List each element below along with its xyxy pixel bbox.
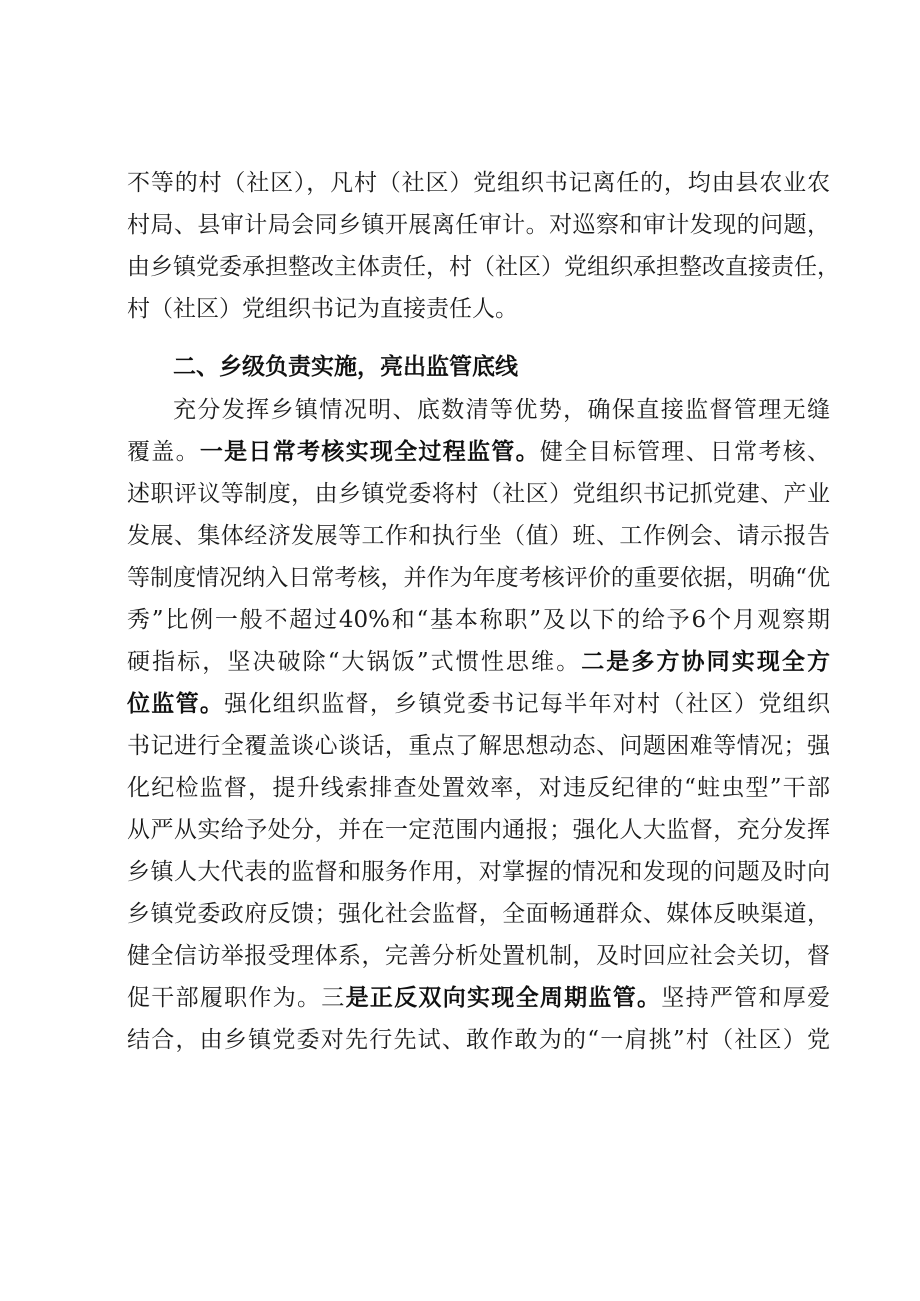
text-line bbox=[127, 641, 830, 683]
text-line: 充分发挥乡镇情况明、底数清等优势，确保直接监督管理无缝 bbox=[173, 397, 830, 423]
text-line: 发展、集体经济发展等工作和执行坐（值）班、工作例会、请示报告 bbox=[127, 523, 830, 549]
paragraph-2 bbox=[127, 389, 830, 1061]
paragraph-1 bbox=[127, 162, 840, 330]
text-line: 书记进行全覆盖谈心谈话，重点了解思想动态、问题困难等情况；强 bbox=[127, 733, 830, 759]
text-line: 述职评议等制度，由乡镇党委将村（社区）党组织书记抓党建、产业 bbox=[127, 481, 830, 507]
section-heading-block bbox=[127, 346, 830, 388]
text-line: 村局、县审计局会同乡镇开展离任审计。对巡察和审计发现的问题， bbox=[127, 212, 830, 238]
bold-highlight: 一是日常考核实现全过程监管。 bbox=[199, 439, 540, 465]
text-span: 促干部履职作为。三 bbox=[127, 985, 346, 1011]
text-line: 健全信访举报受理体系，完善分析处置机制，及时回应社会关切，督 bbox=[127, 943, 830, 969]
text-line: 乡镇党委政府反馈；强化社会监督，全面畅通群众、媒体反映渠道， bbox=[127, 901, 830, 927]
text-span: 健全目标管理、日常考核、 bbox=[539, 439, 831, 465]
section-heading: 二、乡级负责实施，亮出监管底线 bbox=[173, 354, 518, 380]
text-line: 不等的村（社区），凡村（社区）党组织书记离任的，均由县农业农 bbox=[127, 170, 830, 196]
text-line bbox=[127, 683, 830, 725]
text-line: 从严从实给予处分，并在一定范围内通报；强化人大监督，充分发挥 bbox=[127, 817, 830, 843]
text-line: 由乡镇党委承担整改主体责任，村（社区）党组织承担整改直接责任， bbox=[127, 254, 840, 280]
text-span: 硬指标，坚决破除“大锅饭”式惯性思维。 bbox=[127, 649, 582, 675]
text-span: 强化组织监督，乡镇党委书记每半年对村（社区）党组织 bbox=[224, 691, 831, 717]
bold-highlight: 二是多方协同实现全方 bbox=[581, 649, 830, 675]
bold-highlight: 位监管。 bbox=[127, 691, 225, 717]
text-line: 化纪检监督，提升线索排查处置效率，对违反纪律的“蛀虫型”干部 bbox=[127, 775, 830, 801]
text-line: 乡镇人大代表的监督和服务作用，对掌握的情况和发现的问题及时向 bbox=[127, 859, 830, 885]
text-line: 秀”比例一般不超过40%和“基本称职”及以下的给予6个月观察期 bbox=[127, 607, 830, 633]
text-line: 等制度情况纳入日常考核，并作为年度考核评价的重要依据，明确“优 bbox=[127, 565, 830, 591]
text-span: 覆盖。 bbox=[127, 439, 200, 465]
text-line: 结合，由乡镇党委对先行先试、敢作敢为的“一肩挑”村（社区）党 bbox=[127, 1027, 830, 1053]
text-line bbox=[127, 431, 830, 473]
text-span: 坚持严管和厚爱 bbox=[661, 985, 831, 1011]
text-line bbox=[127, 977, 830, 1019]
bold-highlight: 是正反双向实现全周期监管。 bbox=[345, 985, 662, 1011]
text-line: 村（社区）党组织书记为直接责任人。 bbox=[127, 296, 518, 322]
